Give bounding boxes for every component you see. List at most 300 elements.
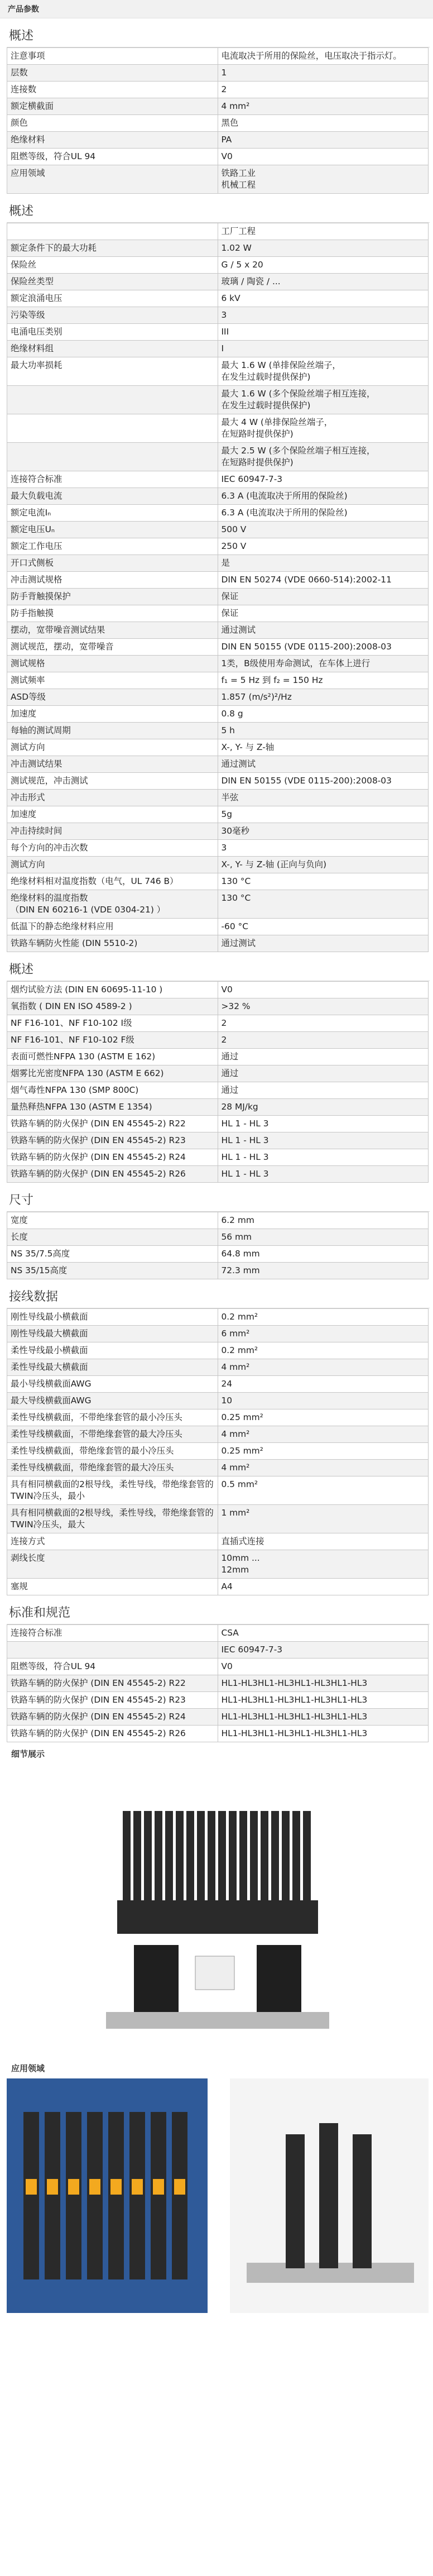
table-row [7,706,429,723]
param-name-cell: 铁路车辆的防火保护 (DIN EN 45545-2) R26 [7,1166,218,1183]
table-row [7,324,429,341]
section-title: 接线数据 [7,1283,430,1308]
param-value-cell: V0 [218,982,429,998]
param-name-cell: 连接方式 [7,1533,218,1550]
param-value-cell: 0.5 mm² [218,1476,429,1505]
param-name-cell: 刚性导线最大横截面 [7,1326,218,1342]
param-value-cell: 铁路工业 机械工程 [218,165,429,194]
detail-title: 细节展示 [11,1749,45,1759]
param-name-cell: 最小导线横截面AWG [7,1376,218,1393]
fuse-tag [153,2179,164,2195]
param-name-cell [7,1642,218,1659]
param-name-cell: 额定电压Uₙ [7,522,218,538]
table-row [7,386,429,414]
param-value-cell: f₁ = 5 Hz 到 f₂ = 150 Hz [218,672,429,689]
table-row [7,572,429,589]
param-name-cell: 绝缘材料组 [7,341,218,357]
terminal-fin [218,1811,226,1900]
param-name-cell: 烟灼试验方法 (DIN EN 60695-11-10 ) [7,982,218,998]
param-value-cell: -60 °C [218,919,429,935]
param-value-cell: 3 [218,307,429,324]
spec-section [7,22,430,194]
table-row [7,1505,429,1533]
table-row [7,1166,429,1183]
param-value-cell: 半弦 [218,790,429,806]
table-row [7,555,429,572]
param-value-cell: 2 [218,1015,429,1032]
table-row [7,1692,429,1709]
table-row [7,622,429,639]
param-value-cell: 5 h [218,723,429,739]
param-value-cell: HL1-HL3HL1-HL3HL1-HL3HL1-HL3 [218,1726,429,1742]
param-value-cell: 1.02 W [218,240,429,257]
spec-section [7,1186,430,1279]
fuse-tag [68,2179,79,2195]
param-name-cell: 阻燃等级，符合UL 94 [7,149,218,165]
terminal-fin [144,1811,152,1900]
param-value-cell: HL1-HL3HL1-HL3HL1-HL3HL1-HL3 [218,1709,429,1726]
table-row [7,919,429,935]
param-value-cell: 0.25 mm² [218,1409,429,1426]
table-row [7,1359,429,1376]
spec-table [7,47,429,194]
param-value-cell: 工厂工程 [218,223,429,240]
param-name-cell: 防手指触摸 [7,605,218,622]
param-name-cell: 额定条件下的最大功耗 [7,240,218,257]
param-value-cell: 6.3 A (电流取决于所用的保险丝) [218,488,429,505]
application-title: 应用领域 [11,2063,45,2073]
param-name-cell: ASD等级 [7,689,218,706]
param-name-cell [7,386,218,414]
param-name-cell: 测试规范，摆动，宽带噪音 [7,639,218,656]
spec-sections [0,22,433,1742]
table-row [7,274,429,290]
param-value-cell: 10 [218,1393,429,1409]
table-row [7,98,429,115]
param-value-cell: 通过测试 [218,756,429,773]
param-value-cell: 4 mm² [218,1359,429,1376]
param-name-cell: 测试规格 [7,656,218,672]
table-row [7,307,429,324]
param-value-cell: 6.2 mm [218,1212,429,1229]
table-row [7,1393,429,1409]
param-name-cell: 最大导线横截面AWG [7,1393,218,1409]
param-value-cell: 500 V [218,522,429,538]
table-row [7,1460,429,1476]
param-value-cell: 电流取决于所用的保险丝，电压取决于指示灯。 [218,48,429,65]
param-value-cell: 30毫秒 [218,823,429,840]
param-value-cell: HL 1 - HL 3 [218,1116,429,1132]
table-row [7,756,429,773]
terminal-fin [133,1811,141,1900]
terminal-fin [261,1811,268,1900]
detail-image [7,1766,429,2057]
param-value-cell: 玻璃 / 陶瓷 / ... [218,274,429,290]
param-name-cell: 表面可燃性NFPA 130 (ASTM E 162) [7,1049,218,1065]
param-value-cell: X-, Y- 与 Z-轴 (正向与负向) [218,857,429,873]
param-value-cell: 通过 [218,1065,429,1082]
table-row [7,982,429,998]
param-name-cell: 注意事项 [7,48,218,65]
param-name-cell: 绝缘材料 [7,132,218,149]
param-name-cell: NF F16-101、NF F10-102 I级 [7,1015,218,1032]
param-value-cell: 6 mm² [218,1326,429,1342]
param-value-cell: 保证 [218,589,429,605]
spec-section [7,197,430,952]
param-value-cell: 最大 1.6 W (多个保险丝端子相互连接， 在发生过载时提供保护) [218,386,429,414]
table-row [7,857,429,873]
param-value-cell: 1 mm² [218,1505,429,1533]
section-title: 概述 [7,22,430,47]
param-name-cell: 宽度 [7,1212,218,1229]
param-value-cell: HL1-HL3HL1-HL3HL1-HL3HL1-HL3 [218,1675,429,1692]
table-row [7,773,429,790]
param-name-cell: 电涌电压类别 [7,324,218,341]
table-row [7,689,429,706]
param-name-cell: 连接符合标准 [7,1625,218,1642]
param-value-cell: 6.3 A (电流取决于所用的保险丝) [218,505,429,522]
param-value-cell: 72.3 mm [218,1263,429,1279]
param-name-cell: 铁路车辆的防火保护 (DIN EN 45545-2) R23 [7,1132,218,1149]
table-row [7,723,429,739]
table-row [7,1675,429,1692]
param-value-cell: 2 [218,82,429,98]
param-value-cell: G / 5 x 20 [218,257,429,274]
param-name-cell [7,414,218,443]
param-value-cell: V0 [218,149,429,165]
table-row [7,1726,429,1742]
table-row [7,48,429,65]
terminal-block [129,2112,145,2279]
table-row [7,1476,429,1505]
param-name-cell: 连接数 [7,82,218,98]
table-row [7,82,429,98]
param-name-cell: 冲击形式 [7,790,218,806]
page-title: 产品参数 [0,0,433,18]
param-value-cell: I [218,341,429,357]
param-name-cell: 铁路车辆的防火保护 (DIN EN 45545-2) R22 [7,1675,218,1692]
param-value-cell: 最大 1.6 W (单排保险丝端子， 在发生过载时提供保护) [218,357,429,386]
terminal-fin [186,1811,194,1900]
param-value-cell: HL 1 - HL 3 [218,1132,429,1149]
spec-table [7,1308,429,1595]
table-row [7,1579,429,1595]
table-row [7,1082,429,1099]
param-value-cell: 130 °C [218,873,429,890]
table-row [7,414,429,443]
table-row [7,1342,429,1359]
param-name-cell [7,443,218,471]
table-row [7,1642,429,1659]
terminal-fin [229,1811,237,1900]
table-row [7,1533,429,1550]
param-name-cell: 铁路车辆的防火保护 (DIN EN 45545-2) R24 [7,1709,218,1726]
table-row [7,790,429,806]
param-name-cell: 长度 [7,1229,218,1246]
param-value-cell: 0.2 mm² [218,1342,429,1359]
table-row [7,806,429,823]
param-value-cell: X-, Y- 与 Z-轴 [218,739,429,756]
param-name-cell: 烟雾比光密度NFPA 130 (ASTM E 662) [7,1065,218,1082]
param-name-cell: 柔性导线最小横截面 [7,1342,218,1359]
terminal-fin [282,1811,290,1900]
param-name-cell: 低温下的静态绝缘材料应用 [7,919,218,935]
param-value-cell: 4 mm² [218,98,429,115]
fuse-tag [132,2179,143,2195]
param-value-cell: 黑色 [218,115,429,132]
spec-table [7,223,429,952]
terminal-block [172,2112,187,2279]
param-name-cell: 柔性导线最大横截面 [7,1359,218,1376]
application-images [7,2078,429,2313]
section-title: 概述 [7,955,430,981]
spec-table [7,1624,429,1742]
param-value-cell: 24 [218,1376,429,1393]
param-name-cell: 阻燃等级，符合UL 94 [7,1659,218,1675]
param-value-cell: DIN EN 50274 (VDE 0660-514):2002-11 [218,572,429,589]
param-name-cell [7,223,218,240]
table-row [7,341,429,357]
param-value-cell: 56 mm [218,1229,429,1246]
param-name-cell: 应用领域 [7,165,218,194]
table-row [7,840,429,857]
param-value-cell: HL 1 - HL 3 [218,1149,429,1166]
table-row [7,605,429,622]
table-row [7,1149,429,1166]
param-value-cell: 0.8 g [218,706,429,723]
param-name-cell: 每个方向的冲击次数 [7,840,218,857]
param-name-cell: 烟气毒性NFPA 130 (SMP 800C) [7,1082,218,1099]
param-value-cell: 通过 [218,1082,429,1099]
spec-section [7,1283,430,1595]
table-row [7,1550,429,1579]
table-row [7,471,429,488]
param-name-cell: 冲击测试规格 [7,572,218,589]
table-row [7,998,429,1015]
param-name-cell: 测试频率 [7,672,218,689]
table-row [7,1326,429,1342]
param-value-cell: CSA [218,1625,429,1642]
param-name-cell: 每轴的测试周期 [7,723,218,739]
table-row [7,1065,429,1082]
param-name-cell: 具有相同横截面的2根导线，柔性导线，带绝缘套管的TWIN冷压头，最大 [7,1505,218,1533]
param-value-cell: 是 [218,555,429,572]
param-name-cell: 剥线长度 [7,1550,218,1579]
param-name-cell: 加速度 [7,806,218,823]
param-value-cell: >32 % [218,998,429,1015]
fuse-tag [89,2179,100,2195]
param-value-cell: HL 1 - HL 3 [218,1166,429,1183]
param-name-cell: 柔性导线横截面，带绝缘套管的最大冷压头 [7,1460,218,1476]
section-title: 尺寸 [7,1186,430,1212]
table-row [7,132,429,149]
table-row [7,1309,429,1326]
param-value-cell: 0.2 mm² [218,1309,429,1326]
param-value-cell: DIN EN 50155 (VDE 0115-200):2008-03 [218,639,429,656]
table-row [7,639,429,656]
table-row [7,240,429,257]
spec-table [7,981,429,1183]
table-row [7,1443,429,1460]
param-name-cell: 铁路车辆防火性能 (DIN 5510-2) [7,935,218,952]
param-value-cell: 通过测试 [218,622,429,639]
table-row [7,1049,429,1065]
table-row [7,739,429,756]
table-row [7,1015,429,1032]
param-value-cell: 最大 4 W (单排保险丝端子， 在短路时提供保护) [218,414,429,443]
param-name-cell: 最大负载电流 [7,488,218,505]
param-name-cell: 层数 [7,65,218,82]
terminal-fin [292,1811,300,1900]
param-name-cell: NF F16-101、NF F10-102 F级 [7,1032,218,1049]
table-row [7,589,429,605]
param-name-cell: 刚性导线最小横截面 [7,1309,218,1326]
terminal-block [151,2112,166,2279]
param-name-cell: 加速度 [7,706,218,723]
table-row [7,873,429,890]
param-value-cell: DIN EN 50155 (VDE 0115-200):2008-03 [218,773,429,790]
param-name-cell: 连接符合标准 [7,471,218,488]
param-value-cell: 4 mm² [218,1426,429,1443]
spec-section [7,955,430,1183]
param-value-cell: 1类，B级使用寿命测试，在车体上进行 [218,656,429,672]
param-name-cell: 防手背触摸保护 [7,589,218,605]
terminal-block [87,2112,103,2279]
param-name-cell: 额定电流Iₙ [7,505,218,522]
param-name-cell: 额定工作电压 [7,538,218,555]
param-name-cell: 颜色 [7,115,218,132]
param-name-cell: 塞规 [7,1579,218,1595]
param-name-cell: 冲击测试结果 [7,756,218,773]
table-row [7,1212,429,1229]
terminal-block [108,2112,124,2279]
param-value-cell: 1 [218,65,429,82]
table-row [7,443,429,471]
param-value-cell: PA [218,132,429,149]
terminal-block-illustration [100,1777,335,2045]
param-name-cell: 额定横截面 [7,98,218,115]
spec-table [7,1212,429,1279]
param-name-cell: 开口式侧板 [7,555,218,572]
table-row [7,1263,429,1279]
param-value-cell: 5g [218,806,429,823]
fuse-tag [110,2179,122,2195]
param-value-cell: A4 [218,1579,429,1595]
terminal-block [45,2112,60,2279]
param-name-cell: 铁路车辆的防火保护 (DIN EN 45545-2) R23 [7,1692,218,1709]
table-row [7,1099,429,1116]
fuse-tag [174,2179,185,2195]
terminal-fin [197,1811,205,1900]
param-name-cell: 柔性导线横截面，不带绝缘套管的最小冷压头 [7,1409,218,1426]
param-name-cell: 氧指数 ( DIN EN ISO 4589-2 ) [7,998,218,1015]
table-row [7,1246,429,1263]
section-title: 标准和规范 [7,1599,430,1624]
table-row [7,1116,429,1132]
param-name-cell: 绝缘材料相对温度指数（电气，UL 746 B） [7,873,218,890]
terminal-fin [239,1811,247,1900]
param-value-cell: 28 MJ/kg [218,1099,429,1116]
param-value-cell: 10mm ... 12mm [218,1550,429,1579]
terminal-block [23,2112,39,2279]
param-name-cell: 铁路车辆的防火保护 (DIN EN 45545-2) R24 [7,1149,218,1166]
table-row [7,1409,429,1426]
table-row [7,1132,429,1149]
fuse-tag [47,2179,58,2195]
param-value-cell: 3 [218,840,429,857]
param-value-cell: 2 [218,1032,429,1049]
terminal-fin [208,1811,215,1900]
table-row [7,672,429,689]
param-name-cell: 测试方向 [7,739,218,756]
table-row [7,522,429,538]
param-name-cell: 具有相同横截面的2根导线，柔性导线，带绝缘套管的TWIN冷压头，最小 [7,1476,218,1505]
param-value-cell: 最大 2.5 W (多个保险丝端子相互连接， 在短路时提供保护) [218,443,429,471]
application-illustration [7,2078,429,2313]
table-row [7,257,429,274]
table-row [7,115,429,132]
section-title: 概述 [7,197,430,223]
param-value-cell: 通过 [218,1049,429,1065]
param-name-cell: 污染等级 [7,307,218,324]
table-row [7,1625,429,1642]
param-value-cell: 直插式连接 [218,1533,429,1550]
table-row [7,149,429,165]
table-row [7,890,429,919]
param-name-cell: 保险丝类型 [7,274,218,290]
param-name-cell: 摆动，宽带噪音测试结果 [7,622,218,639]
terminal-fin [271,1811,279,1900]
param-value-cell: 保证 [218,605,429,622]
table-row [7,488,429,505]
param-name-cell: 柔性导线横截面，带绝缘套管的最小冷压头 [7,1443,218,1460]
terminal-fin [303,1811,311,1900]
terminal-fin [250,1811,258,1900]
param-value-cell: IEC 60947-7-3 [218,1642,429,1659]
param-name-cell: 量热释热NFPA 130 (ASTM E 1354) [7,1099,218,1116]
table-row [7,505,429,522]
table-row [7,65,429,82]
table-row [7,1229,429,1246]
table-row [7,357,429,386]
param-value-cell: 通过测试 [218,935,429,952]
param-name-cell: 额定浪涌电压 [7,290,218,307]
terminal-fin [176,1811,184,1900]
table-row [7,1376,429,1393]
table-row [7,538,429,555]
table-row [7,1659,429,1675]
param-value-cell: 4 mm² [218,1460,429,1476]
param-name-cell: 柔性导线横截面，不带绝缘套管的最大冷压头 [7,1426,218,1443]
param-value-cell: 64.8 mm [218,1246,429,1263]
table-row [7,1426,429,1443]
table-row [7,165,429,194]
param-name-cell: 铁路车辆的防火保护 (DIN EN 45545-2) R26 [7,1726,218,1742]
param-name-cell: 绝缘材料的温度指数 （DIN EN 60216-1 (VDE 0304-21) ） [7,890,218,919]
spec-section [7,1599,430,1742]
table-row [7,1709,429,1726]
param-name-cell: 铁路车辆的防火保护 (DIN EN 45545-2) R22 [7,1116,218,1132]
table-row [7,290,429,307]
terminal-fin [123,1811,131,1900]
param-name-cell: 冲击持续时间 [7,823,218,840]
terminal-fin [165,1811,173,1900]
table-row [7,223,429,240]
table-row [7,935,429,952]
param-name-cell: 测试规范，冲击测试 [7,773,218,790]
table-row [7,656,429,672]
param-value-cell: V0 [218,1659,429,1675]
